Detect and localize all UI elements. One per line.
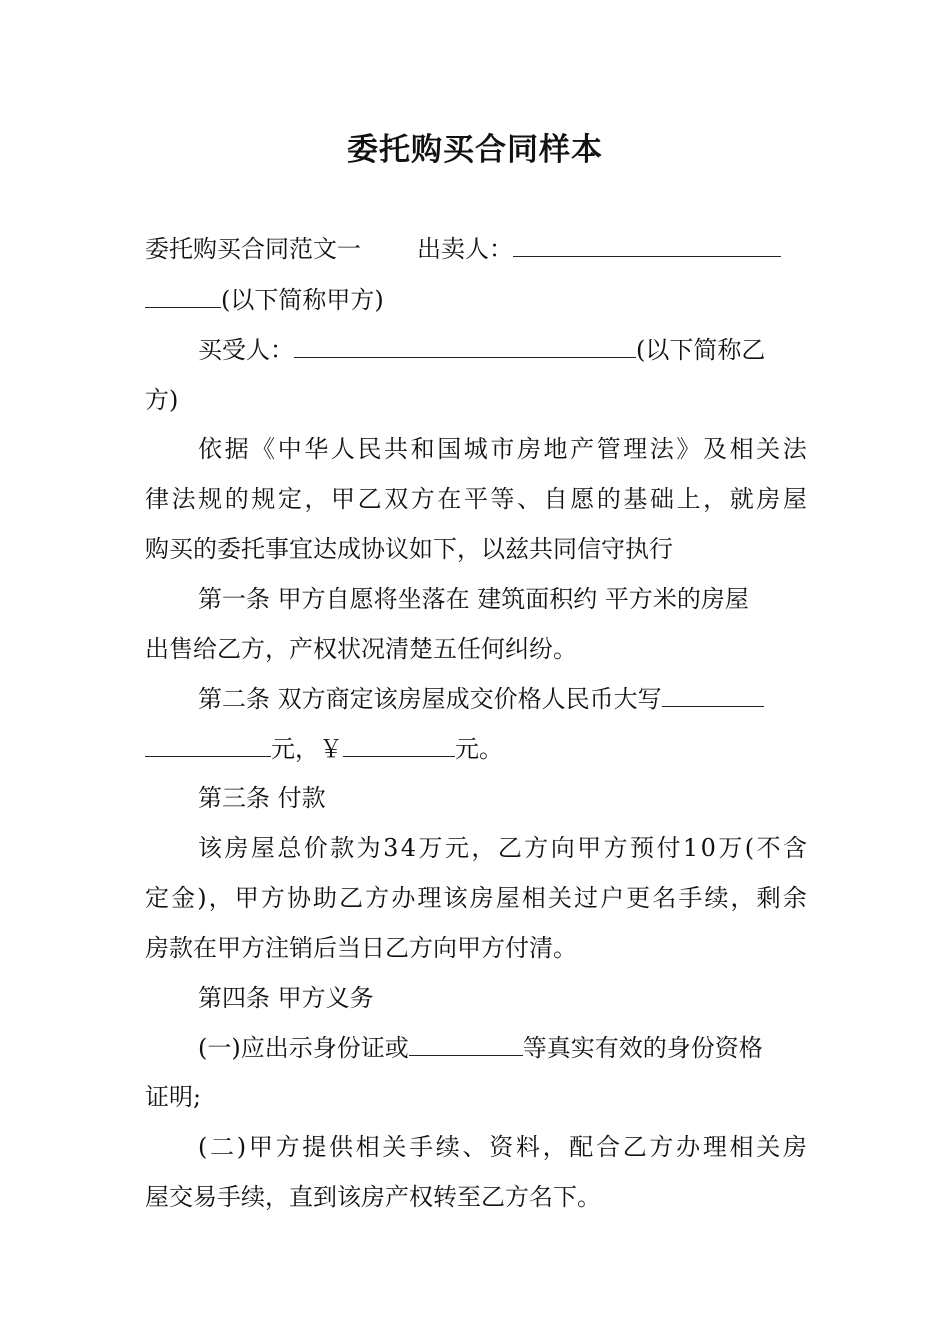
seller-blank[interactable] bbox=[513, 232, 781, 257]
paragraph-line: 依 据 《 中 华 人 民 共 和 国 城 市 房 地 产 管 理 法 》 及 相 关 法 bbox=[198, 435, 807, 463]
buyer-abbr: (以下简称乙 bbox=[636, 336, 766, 364]
price-yuan-end: 元。 bbox=[455, 735, 503, 763]
price-words-blank[interactable] bbox=[662, 682, 764, 707]
article-three-heading: 第三条 付款 bbox=[198, 784, 326, 812]
paragraph-line: 屋交易手续，直到该房产权转至乙方名下。 bbox=[145, 1183, 601, 1211]
seller-label: 出卖人： bbox=[417, 235, 513, 263]
seller-blank-cont[interactable] bbox=[145, 283, 221, 308]
paragraph-line: 出售给乙方，产权状况清楚五任何纠纷。 bbox=[145, 635, 577, 663]
id-doc-blank[interactable] bbox=[409, 1031, 523, 1056]
seller-abbr-line bbox=[145, 283, 807, 317]
contract-heading: 委托购买合同范文一 bbox=[145, 235, 361, 263]
seller-line bbox=[145, 232, 807, 266]
paragraph-line: 证明; bbox=[145, 1083, 202, 1111]
obligation-one-text: (一)应出示身份证或 bbox=[198, 1034, 409, 1062]
obligation-one bbox=[198, 1031, 807, 1065]
paragraph-line: 该 房 屋 总 价 款 为 3 4 万 元 ， 乙 方 向 甲 方 预 付 1 0 万 ( 不 含 bbox=[198, 834, 807, 862]
buyer-line bbox=[198, 333, 807, 367]
paragraph-line: 房款在甲方注销后当日乙方向甲方付清。 bbox=[145, 934, 577, 962]
buyer-label: 买受人： bbox=[198, 336, 294, 364]
price-words-blank-cont[interactable] bbox=[145, 732, 271, 757]
seller-abbr: (以下简称甲方) bbox=[221, 286, 384, 314]
document-title: 委托购买合同样本 bbox=[347, 132, 603, 168]
price-line bbox=[145, 732, 807, 766]
paragraph-line: 律 法 规 的 规 定 ， 甲 乙 双 方 在 平 等 、 自 愿 的 基 础 上 ， 就 房 屋 bbox=[145, 485, 807, 513]
article-one: 第一条 甲方自愿将坐落在 建筑面积约 平方米的房屋 bbox=[198, 585, 749, 613]
obligation-two: ( 二 ) 甲 方 提 供 相 关 手 续 、 资 料 ， 配 合 乙 方 办 理 相 关 房 bbox=[198, 1133, 807, 1161]
article-four-heading: 第四条 甲方义务 bbox=[198, 984, 374, 1012]
price-number-blank[interactable] bbox=[343, 732, 455, 757]
paragraph-line: 购买的委托事宜达成协议如下，以兹共同信守执行 bbox=[145, 535, 673, 563]
paragraph-line: 方) bbox=[145, 386, 179, 414]
buyer-blank[interactable] bbox=[294, 333, 636, 358]
price-yuan-label: 元，￥ bbox=[271, 735, 343, 763]
article-two bbox=[198, 682, 807, 716]
article-two-text: 第二条 双方商定该房屋成交价格人民币大写 bbox=[198, 685, 662, 713]
paragraph-line: 定 金 ) ， 甲 方 协 助 乙 方 办 理 该 房 屋 相 关 过 户 更 名 手 续 ， 剩 余 bbox=[145, 884, 807, 912]
obligation-one-text-cont: 等真实有效的身份资格 bbox=[522, 1034, 763, 1062]
